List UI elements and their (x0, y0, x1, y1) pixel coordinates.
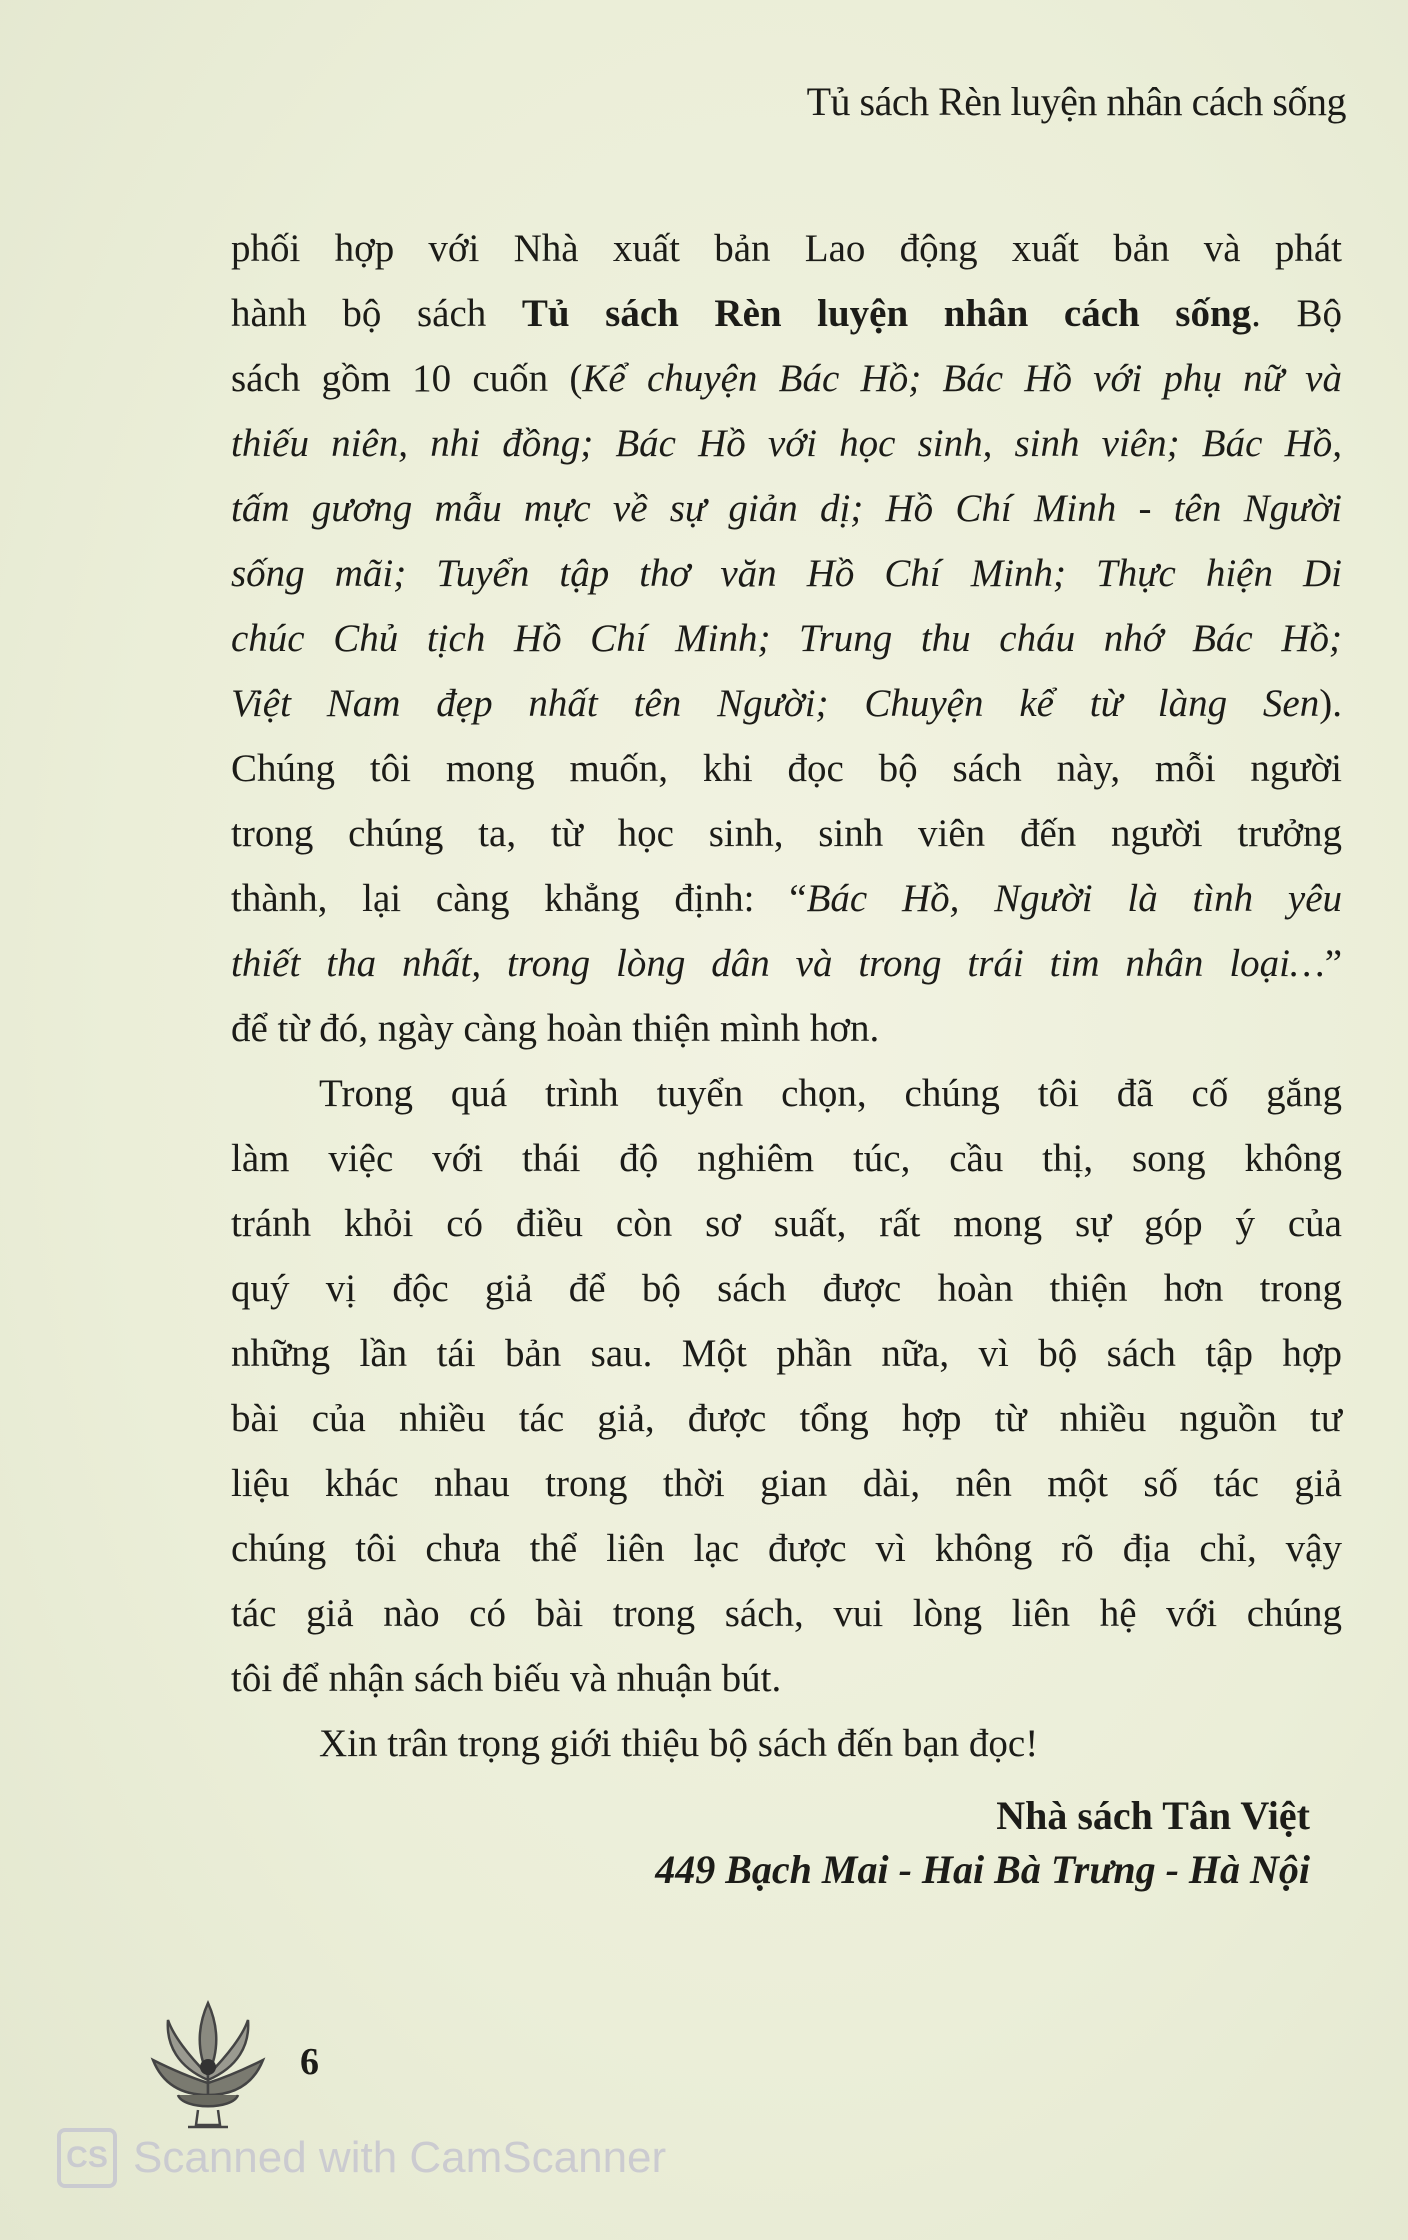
text-segment: . Bộ (1251, 292, 1342, 335)
text-segment: ” (1324, 942, 1342, 985)
text-segment: những lần tái bản sau. Một phần nữa, vì bộ sách tập hợp (231, 1332, 1342, 1375)
italic-text: Việt Nam đẹp nhất tên Người; Chuyện kể từ làng Sen (231, 682, 1320, 725)
italic-text: sống mãi; Tuyển tập thơ văn Hồ Chí Minh; Thực hiện Di (231, 552, 1342, 595)
italic-text: Kể chuyện Bác Hồ; Bác Hồ với phụ nữ và (582, 357, 1342, 400)
text-line (231, 606, 1342, 671)
text-segment: tác giả nào có bài trong sách, vui lòng liên hệ với chúng (231, 1592, 1342, 1635)
text-segment: trong chúng ta, từ học sinh, sinh viên đến người trưởng (231, 812, 1342, 855)
text-line (231, 1581, 1342, 1646)
signature-address: 449 Bạch Mai - Hai Bà Trưng - Hà Nội (655, 1847, 1310, 1892)
text-line (231, 1451, 1342, 1516)
text-segment: quý vị độc giả để bộ sách được hoàn thiện hơn trong (231, 1267, 1342, 1310)
italic-text: thiếu niên, nhi đồng; Bác Hồ với học sinh, sinh viên; Bác Hồ, (231, 422, 1342, 465)
text-line (231, 411, 1342, 476)
text-line (231, 1711, 1342, 1776)
text-line (231, 476, 1342, 541)
watermark-text: Scanned with CamScanner (133, 2133, 667, 2182)
text-line (231, 1321, 1342, 1386)
text-segment: làm việc với thái độ nghiêm túc, cầu thị, song không (231, 1137, 1342, 1180)
italic-text: Bác Hồ, Người là tình yêu (806, 877, 1342, 920)
text-line (231, 931, 1342, 996)
text-line (231, 996, 1342, 1061)
text-segment: để từ đó, ngày càng hoàn thiện mình hơn. (231, 1007, 880, 1050)
text-line (231, 1516, 1342, 1581)
page-number: 6 (300, 2041, 319, 2083)
italic-text: thiết tha nhất, trong lòng dân và trong trái tim nhân loại… (231, 942, 1325, 985)
text-line (231, 541, 1342, 606)
text-segment: chúng tôi chưa thể liên lạc được vì không rõ địa chỉ, vậy (231, 1527, 1342, 1570)
signature-publisher: Nhà sách Tân Việt (996, 1793, 1310, 1838)
italic-text: chúc Chủ tịch Hồ Chí Minh; Trung thu cháu nhớ Bác Hồ; (231, 617, 1342, 660)
camscanner-logo-icon: CS (57, 2128, 117, 2188)
text-line (231, 346, 1342, 411)
text-line (231, 1386, 1342, 1451)
text-line (231, 736, 1342, 801)
italic-text: tấm gương mẫu mực về sự giản dị; Hồ Chí Minh - tên Người (231, 487, 1342, 530)
text-segment: Chúng tôi mong muốn, khi đọc bộ sách này, mỗi người (231, 747, 1342, 790)
running-header: Tủ sách Rèn luyện nhân cách sống (806, 79, 1346, 124)
text-line (231, 1191, 1342, 1256)
text-segment: thành, lại càng khẳng định: “ (231, 877, 807, 920)
bold-text: Tủ sách Rèn luyện nhân cách sống (521, 292, 1252, 335)
text-segment: Xin trân trọng giới thiệu bộ sách đến bạn đọc! (319, 1722, 1039, 1765)
body-text (231, 216, 1342, 1776)
text-segment: bài của nhiều tác giả, được tổng hợp từ nhiều nguồn tư (231, 1397, 1342, 1440)
text-line (231, 1256, 1342, 1321)
text-segment: tôi để nhận sách biếu và nhuận bút. (231, 1657, 782, 1700)
text-line (231, 866, 1342, 931)
text-segment: liệu khác nhau trong thời gian dài, nên một số tác giả (231, 1462, 1342, 1505)
text-line (231, 216, 1342, 281)
text-line (231, 671, 1342, 736)
text-line (231, 1646, 1342, 1711)
text-line (231, 281, 1342, 346)
camscanner-watermark (57, 2128, 666, 2188)
text-line (231, 1061, 1342, 1126)
text-segment: ). (1319, 682, 1342, 725)
text-segment: phối hợp với Nhà xuất bản Lao động xuất bản và phát (231, 227, 1342, 270)
text-segment: tránh khỏi có điều còn sơ suất, rất mong sự góp ý của (231, 1202, 1342, 1245)
text-line (231, 1126, 1342, 1191)
lotus-icon (138, 1995, 278, 2135)
text-segment: hành bộ sách (231, 292, 522, 335)
text-segment: Trong quá trình tuyển chọn, chúng tôi đã cố gắng (319, 1072, 1342, 1115)
text-line (231, 801, 1342, 866)
text-segment: sách gồm 10 cuốn ( (231, 357, 583, 400)
